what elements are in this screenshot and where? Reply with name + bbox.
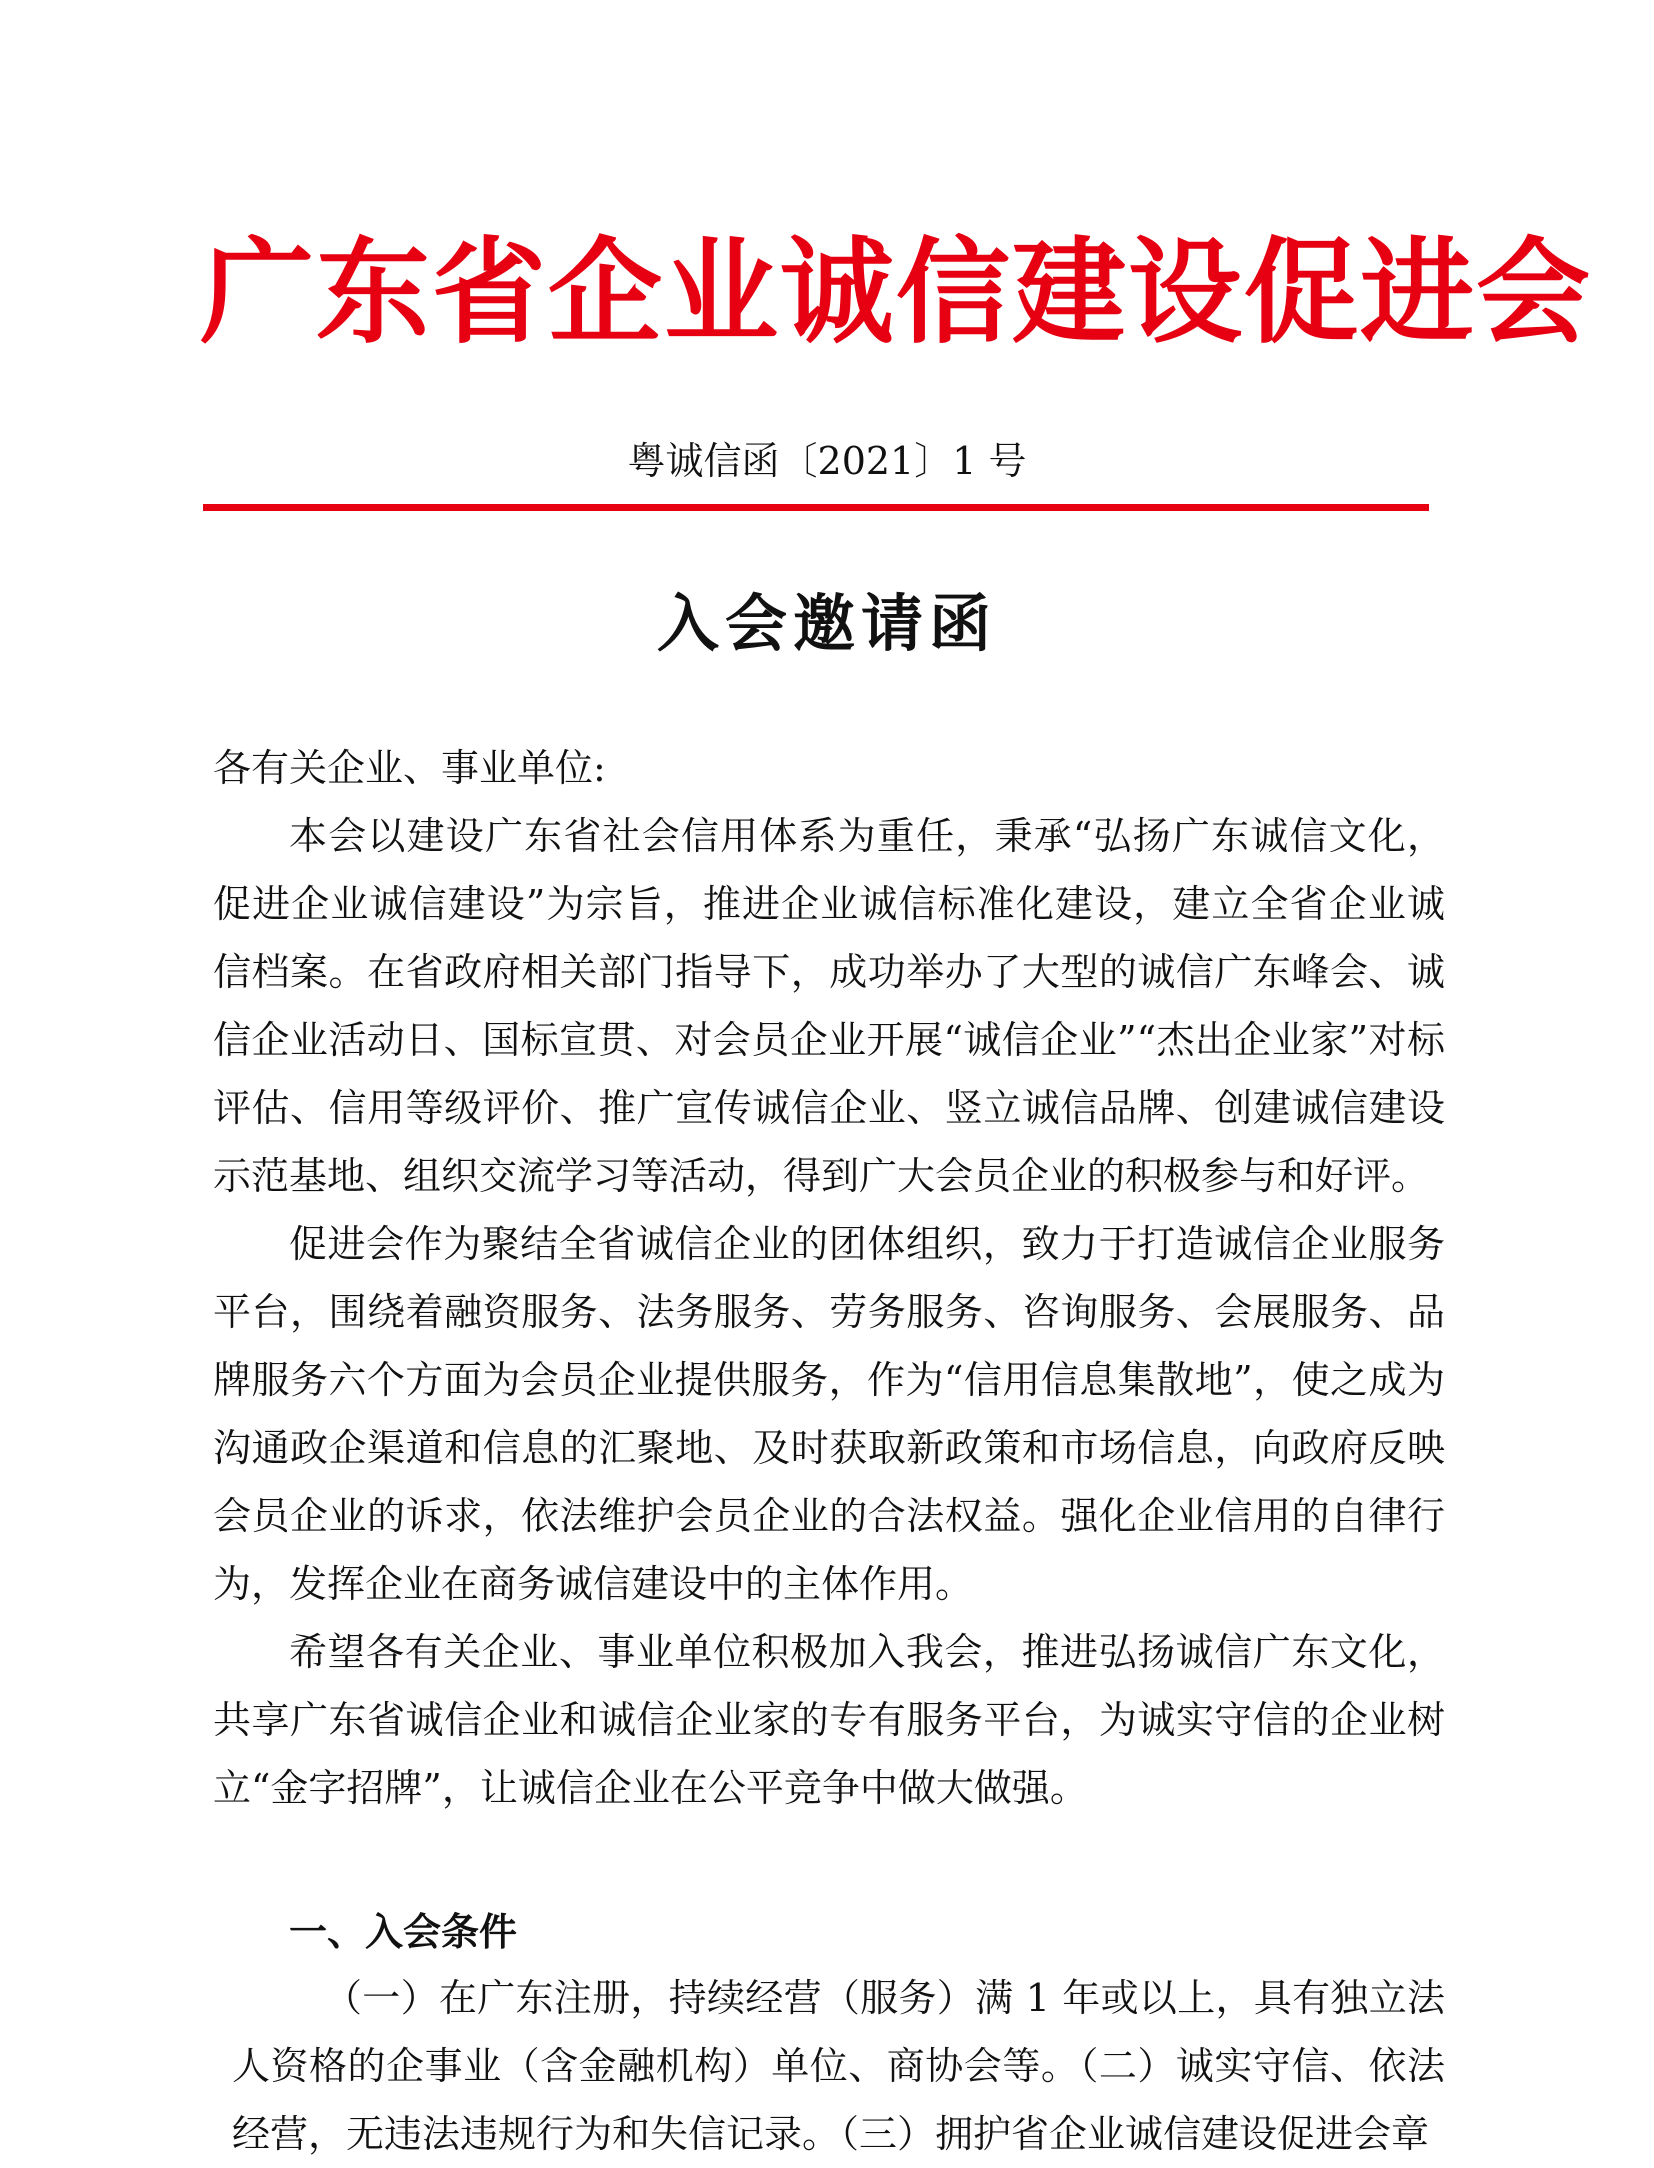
document-number: 粤诚信函〔2021〕1 号 — [627, 439, 1027, 483]
paragraph-invitation: 希望各有关企业、事业单位积极加入我会，推进弘扬诚信广东文化，共享广东省诚信企业和诚信企业家的专有服务平台，为诚实守信的企业树立“金字招牌”，让诚信企业在公平竞争中做大做强。 — [213, 1630, 1445, 1810]
letter-body — [213, 734, 1445, 1822]
salutation: 各有关企业、事业单位: — [213, 746, 606, 790]
membership-conditions — [232, 1964, 1445, 2168]
letterhead-divider — [203, 504, 1429, 511]
section-heading-membership-conditions: 一、入会条件 — [289, 1910, 518, 1954]
conditions-text: （一）在广东注册，持续经营（服务）满 1 年或以上，具有独立法人资格的企事业（含金融机构）单位、商协会等。（二）诚实守信、依法经营，无违法违规行为和失信记录。（三）拥护省企业诚信建设促进会章 — [232, 1976, 1445, 2156]
paragraph-services: 促进会作为聚结全省诚信企业的团体组织，致力于打造诚信企业服务平台，围绕着融资服务、法务服务、劳务服务、咨询服务、会展服务、品牌服务六个方面为会员企业提供服务，作为“信用信息集散地”，使之成为沟通政企渠道和信息的汇聚地、及时获取新政策和市场信息，向政府反映会员企业的诉求，依法维护会员企业的合法权益。强化企业信用的自律行为，发挥企业在商务诚信建设中的主体作用。 — [213, 1222, 1445, 1606]
paragraph-introduction: 本会以建设广东省社会信用体系为重任，秉承“弘扬广东诚信文化，促进企业诚信建设”为宗旨，推进企业诚信标准化建设，建立全省企业诚信档案。在省政府相关部门指导下，成功举办了大型的诚信广东峰会、诚信企业活动日、国标宣贯、对会员企业开展“诚信企业”“杰出企业家”对标评估、信用等级评价、推广宣传诚信企业、竖立诚信品牌、创建诚信建设示范基地、组织交流学习等活动，得到广大会员企业的积极参与和好评。 — [213, 814, 1445, 1198]
organization-letterhead: 广东省企业诚信建设促进会 — [200, 226, 1593, 359]
letter-title: 入会邀请函 — [656, 587, 997, 660]
